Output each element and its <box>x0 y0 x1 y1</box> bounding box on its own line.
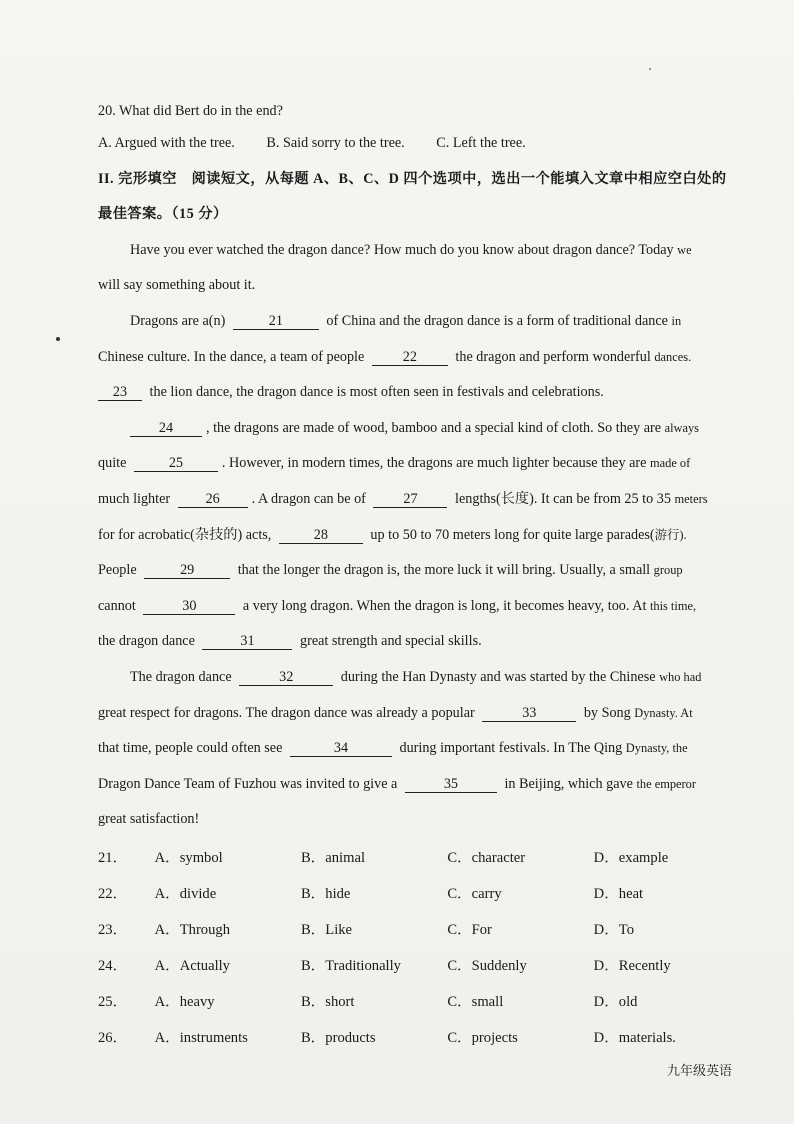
blank-30: 30 <box>143 598 235 615</box>
passage-line: great satisfaction! <box>98 811 200 828</box>
section-title-line2: 最佳答案。（15 分） <box>98 206 228 223</box>
blank-35: 35 <box>405 776 497 793</box>
blank-31: 31 <box>202 633 292 650</box>
option-row-25: 25． A．heavy B．short C．small D．old <box>98 993 638 1010</box>
blank-29: 29 <box>144 562 230 579</box>
passage-line: that time, people could often see 34 during important festivals. In The Qing Dynasty, the <box>98 740 688 757</box>
blank-25: 25 <box>134 455 218 472</box>
q20-option-a: A. Argued with the tree. <box>98 135 235 151</box>
passage-line: much lighter 26 . A dragon can be of 27 lengths(长度). It can be from 25 to 35 meters <box>98 490 708 507</box>
blank-26: 26 <box>178 491 248 508</box>
blank-23: 23 <box>98 384 142 401</box>
passage-line: Have you ever watched the dragon dance? How much do you know about dragon dance? Today we <box>130 241 692 258</box>
passage-line: 23 the lion dance, the dragon dance is most often seen in festivals and celebrations. <box>98 375 740 411</box>
passage-line: cannot 30 a very long dragon. When the dragon is long, it becomes heavy, too. At this time, <box>98 597 697 614</box>
blank-24: 24 <box>130 420 202 437</box>
blank-32: 32 <box>239 669 333 686</box>
page-footer: 九年级英语 <box>666 1063 732 1078</box>
passage-line: Dragons are a(n) 21 of China and the dragon dance is a form of traditional dance in <box>130 312 682 329</box>
question-20-text: 20. What did Bert do in the end? <box>98 103 283 119</box>
passage-line: great respect for dragons. The dragon dance was already a popular 33 by Song Dynasty. At <box>98 704 693 721</box>
question-20-options <box>98 126 740 162</box>
option-row-21: 21． A．symbol B．animal C．character D．example <box>98 849 669 866</box>
blank-22: 22 <box>372 349 448 366</box>
q20-option-b: B. Said sorry to the tree. <box>266 135 405 151</box>
passage-line: for for acrobatic(杂技的) acts, 28 up to 50 to 70 meters long for quite large parades(游行). <box>98 526 687 543</box>
option-row-22: 22． A．divide B．hide C．carry D．heat <box>98 885 644 902</box>
blank-21: 21 <box>233 313 319 330</box>
passage-line: will say something about it. <box>98 277 256 294</box>
option-row-23: 23． A．Through B．Like C．For D．To <box>98 921 634 938</box>
passage-line: the dragon dance 31 great strength and special skills. <box>98 633 482 650</box>
passage-line: 24 , the dragons are made of wood, bamboo and a special kind of cloth. So they are always <box>98 411 740 447</box>
scan-speck <box>649 68 651 70</box>
blank-33: 33 <box>482 705 576 722</box>
passage-line: quite 25 . However, in modern times, the dragons are much lighter because they are made of <box>98 455 691 472</box>
options-list <box>98 840 740 1056</box>
passage-line: The dragon dance 32 during the Han Dynasty and was started by the Chinese who had <box>130 668 702 685</box>
passage-line: Chinese culture. In the dance, a team of people 22 the dragon and perform wonderful dances. <box>98 348 692 365</box>
option-row-26: 26． A．instruments B．products C．projects D．materials. <box>98 1029 676 1046</box>
blank-27: 27 <box>373 491 447 508</box>
option-row-24: 24． A．Actually B．Traditionally C．Suddenly D．Recently <box>98 957 671 974</box>
section-title: II. 完形填空 阅读短文，从每题 A、B、C、D 四个选项中，选出一个能填入文章中相应空白处的 <box>98 170 727 187</box>
blank-28: 28 <box>279 527 363 544</box>
passage-line: Dragon Dance Team of Fuzhou was invited to give a 35 in Beijing, which gave the emperor <box>98 775 696 792</box>
scan-speck <box>56 337 60 341</box>
question-20 <box>98 96 740 126</box>
passage-line: People 29 that the longer the dragon is, the more luck it will bring. Usually, a small group <box>98 562 683 579</box>
blank-34: 34 <box>290 740 392 757</box>
q20-option-c: C. Left the tree. <box>436 135 526 151</box>
exam-content <box>98 96 740 1056</box>
